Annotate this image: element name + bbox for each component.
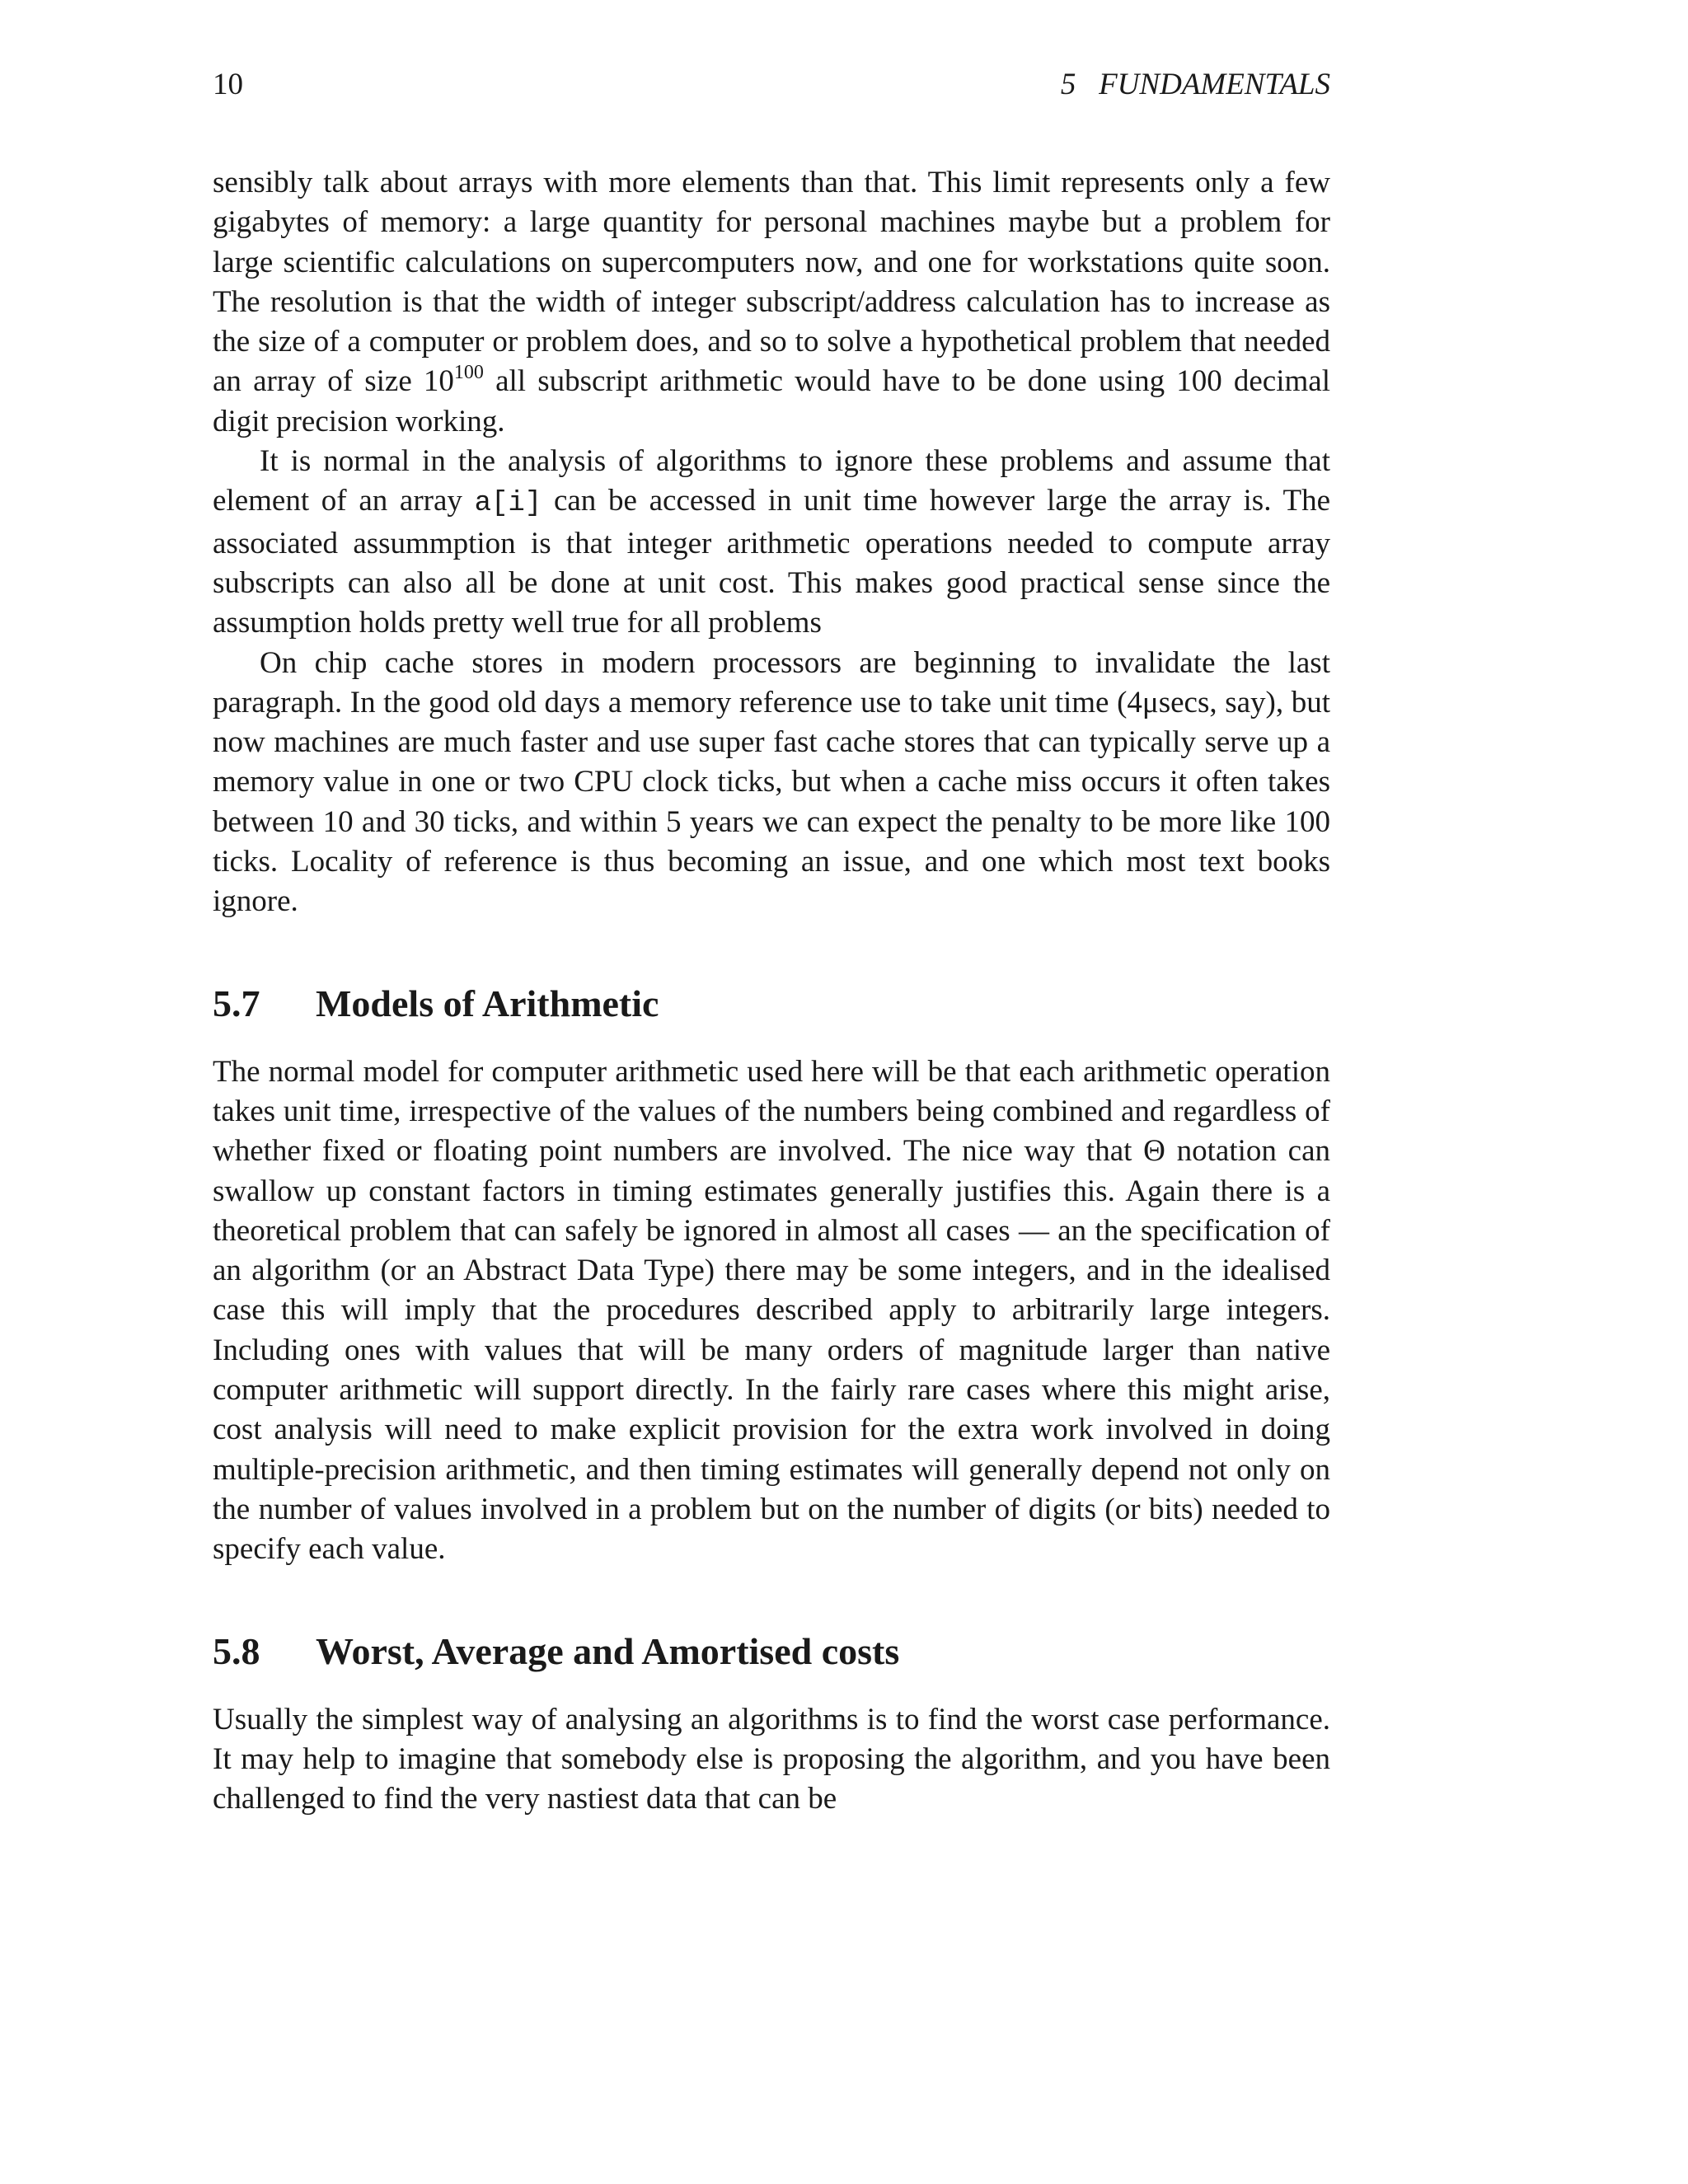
inline-code: a[i] xyxy=(474,488,542,520)
page-number: 10 xyxy=(213,68,243,101)
exponent: 100 xyxy=(453,362,484,384)
paragraph-text: all subscript arithmetic would have to be done using 100 decimal digit precision working. xyxy=(213,364,1330,438)
chapter-heading: 5 FUNDAMENTALS xyxy=(1060,68,1330,101)
paragraph-array-limits xyxy=(213,163,1330,442)
running-header xyxy=(213,64,1330,105)
paragraph-text: sensibly talk about arrays with more elements than that. This limit represents only a few gigabytes of memory: a large quantity for personal machines maybe but a problem for large scientific calculations on supercomputers now, and one for workstations quite soon. The resolution is that the width of integer subscript/address calculation has to increase as the size of a computer or problem does, and so to solve a hypothetical problem that needed an array of size 10 xyxy=(213,166,1330,399)
section-title: Worst, Average and Amortised costs xyxy=(316,1629,900,1672)
paragraph-text: It is normal in the analysis of algorithms to ignore these problems and assume that element of an array xyxy=(213,444,1330,518)
paragraph-unit-time-access xyxy=(213,442,1330,643)
section-number: 5.8 xyxy=(213,1629,260,1672)
section-heading-worst-average-amortised xyxy=(213,1628,1330,1675)
paragraph-text: can be accessed in unit time however large the array is. The associated assummption is that integer arithmetic operations needed to compute array subscripts can also all be done at unit cost. This makes good practical sense since the assumption holds pretty well true for all problems xyxy=(213,484,1330,640)
section-number: 5.7 xyxy=(213,982,260,1024)
paragraph-arithmetic-model: The normal model for computer arithmetic used here will be that each arithmetic operation takes unit time, irrespective of the values of the numbers being combined and regardless of whether fixed or floating point numbers are involved. The nice way that Θ notation can swallow up constant factors in timing estimates generally justifies this. Again there is a theoretical problem that can safely be ignored in almost all cases — an the specification of an algorithm (or an Abstract Data Type) there may be some integers, and in the idealised case this will imply that the procedures described apply to arbitrarily large integers. Including ones with values that will be many orders of magnitude larger than native computer arithmetic will support directly. In the fairly rare cases where this might arise, cost analysis will need to make explicit provision for the extra work involved in doing multiple-precision arithmetic, and then timing estimates will generally depend not only on the number of values involved in a problem but on the number of digits (or bits) needed to specify each value. xyxy=(213,1054,1330,1567)
page-body xyxy=(213,163,1330,1819)
paragraph-cache-stores: On chip cache stores in modern processors are beginning to invalidate the last paragraph. In the good old days a memory reference use to take unit time (4μsecs, say), but now machines are much faster and use super fast cache stores that can typically serve up a memory value in one or two CPU clock ticks, but when a cache miss occurs it often takes between 10 and 30 ticks, and within 5 years we can expect the penalty to be more like 100 ticks. Locality of reference is thus becoming an issue, and one which most text books ignore. xyxy=(213,645,1330,919)
section-heading-models-of-arithmetic xyxy=(213,980,1330,1028)
section-title: Models of Arithmetic xyxy=(316,982,659,1024)
paragraph-worst-case: Usually the simplest way of analysing an algorithms is to find the worst case performance. It may help to imagine that somebody else is proposing the algorithm, and you have been challenged to find the very nastiest data that can be xyxy=(213,1702,1330,1816)
